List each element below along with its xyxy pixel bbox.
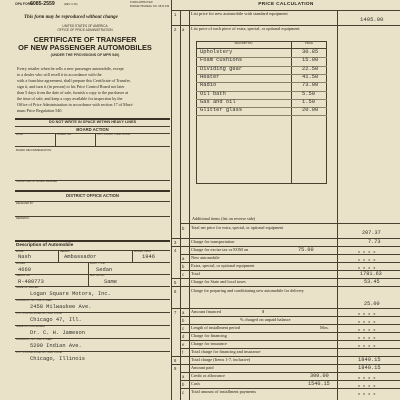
dealer-address-label: ADDRESS—NO. AND STREET: [16, 299, 53, 302]
line-9c-sub: c: [182, 390, 185, 395]
equipment-description: Oil bath: [200, 90, 226, 97]
line-4c-sub: c: [182, 272, 185, 277]
line-7b-label: % charged on unpaid balance: [240, 317, 291, 322]
body-type-value: Sedan: [96, 267, 113, 273]
line-7c-unit: Mos.: [320, 325, 329, 330]
line-9b-label: Cash: [191, 381, 200, 386]
line-4a-label: New automobile: [191, 255, 220, 260]
line-9a-sub: a: [182, 374, 185, 379]
line-8-value: 1840.15: [358, 357, 381, 363]
remarks-label: REMARKS:: [16, 217, 30, 220]
line-7a-dollar: $: [262, 309, 265, 314]
opa-form-label: OPA FORM: [15, 2, 33, 6]
budget-bureau: BUDGET BUREAU NO. 08-R 349: [130, 5, 170, 8]
line-7b-sub: b: [182, 318, 185, 323]
agency-line-1: UNITED STATES OF AMERICA: [62, 24, 108, 28]
equipment-description: Radio: [200, 82, 217, 89]
purchaser-name-value: Dr. C. H. Jameson: [30, 330, 85, 336]
instruction-line: than 5 days from the date of sale, furnish a copy to the purchaser at: [17, 90, 129, 95]
make-label: MAKE: [16, 250, 24, 253]
line-8-label: Total charge (Items 1-7, inclusive): [191, 357, 251, 362]
instruction-line: Office of Price Administration in accordance with section 17 of Maxi-: [17, 102, 134, 107]
serial-label: SERIAL NO.: [16, 274, 31, 277]
equipment-description: Glitter glass: [200, 107, 243, 114]
instructions: [17, 66, 167, 114]
masked-value: x x x x: [358, 391, 377, 396]
line-7e-sub: e: [182, 342, 185, 347]
purchaser-address-value: 5200 Indian Ave.: [30, 343, 82, 349]
motor-label: MOTOR NO.: [90, 274, 105, 277]
purchaser-city-label: CITY, POSTAL ZONE NO., AND STATE: [16, 351, 62, 354]
equipment-price: 41.50: [302, 73, 319, 80]
instruction-line: mum Price Regulation 540.: [17, 108, 63, 113]
line-4b-sub: b: [182, 264, 185, 269]
masked-value: x x x x: [358, 383, 377, 388]
line-4-amount: 75.00: [298, 247, 314, 253]
equipment-description: Dividing gear: [200, 65, 243, 72]
opa-form-rev: (REV. 6-45): [64, 3, 78, 6]
line-7c-label: Length of installment period: [191, 325, 241, 330]
equipment-description: Upholstery: [200, 49, 233, 55]
dealer-city-label: CITY, POSTAL ZONE NO., AND STATE: [16, 312, 62, 315]
masked-value: x x x x: [358, 311, 377, 316]
instruction-line: Every retailer when he sells a new passenger automobile, except: [17, 66, 124, 71]
received-by-label: RECEIVED BY: [16, 202, 34, 205]
line-7e-label: Charge for insurance: [191, 341, 227, 346]
signature-label: SIGNATURE OF BOARD MEMBER: [16, 180, 58, 183]
reproduced-notice: This form may be reproduced without change: [24, 15, 118, 20]
instruction-line: with a franchise agreement, shall prepare this Certificate of Transfer,: [17, 78, 131, 83]
masked-value: x x x x: [358, 319, 377, 324]
line-7f-label: Total charge for financing and insurance: [191, 349, 261, 354]
masked-value: x x x x: [358, 257, 377, 262]
line-7f-sub: f: [182, 350, 184, 355]
model-year-value: 1946: [142, 254, 155, 260]
series-label: SERIES: [60, 250, 70, 253]
line-1-no: 1: [174, 12, 177, 17]
dealer-city-value: Chicago 47, Ill.: [30, 317, 82, 323]
equipment-description: Heater: [200, 73, 220, 80]
equipment-price: 73.00: [302, 82, 319, 89]
line-4a-sub: a: [182, 256, 185, 261]
model-label: MODEL: [16, 262, 26, 265]
line-2b-sub: b: [182, 226, 185, 231]
series-value: Ambassador: [64, 254, 97, 260]
line-9-value: 1840.15: [358, 365, 381, 371]
masked-value: x x x x: [358, 375, 377, 380]
board-action-header: BOARD ACTION: [76, 126, 109, 132]
line-4-no: 4: [174, 248, 177, 253]
city-county-state-label: CITY, COUNTY, AND STATE: [97, 133, 131, 136]
row-rule: [196, 115, 327, 116]
title-line-1: CERTIFICATE OF TRANSFER: [33, 35, 137, 44]
line-9a-value: 300.00: [310, 373, 329, 379]
line-7d-sub: d: [182, 334, 185, 339]
price-calc-header: PRICE CALCULATION: [258, 2, 314, 7]
masked-value: x x x x: [358, 265, 377, 270]
motor-value: Same: [104, 279, 117, 285]
line-5-label: Charge for State and local taxes: [191, 279, 246, 284]
purchaser-city-value: Chicago, Illinois: [30, 356, 85, 362]
purchaser-name-label: NAME OF PURCHASER: [16, 325, 45, 328]
line-2-no: 2: [174, 27, 177, 32]
line-8-no: 8: [174, 358, 177, 363]
line-5-value: 53.45: [364, 279, 380, 285]
line-5-no: 5: [174, 280, 177, 285]
equipment-price: 20.00: [302, 107, 319, 114]
line-4c-value: 1781.63: [360, 271, 382, 277]
form-approved: FORM APPROVED: [130, 1, 153, 4]
line-3-label: Charge for transportation: [191, 239, 235, 244]
model-year-label: MODEL YEAR: [134, 250, 151, 253]
line-3-value: 7.73: [368, 239, 381, 245]
serial-value: R-480773: [18, 279, 44, 285]
equipment-price: 1.50: [302, 98, 315, 105]
description-header: Description of Automobile: [16, 242, 74, 247]
line-2b-value: 207.37: [362, 230, 381, 236]
line-4-label: Charge for excise tax or EOM on: [191, 247, 249, 252]
line-2b-label: Total net price for extra, special, or optional equipment: [191, 225, 284, 230]
col-description: DESCRIPTION: [234, 42, 253, 45]
equipment-price: 5.50: [302, 90, 315, 97]
masked-value: x x x x: [358, 327, 377, 332]
masked-value: x x x x: [358, 249, 377, 254]
line-7d-label: Charge for financing: [191, 333, 227, 338]
instruction-line: the time of sale, and keep a copy available for inspection by the: [17, 96, 123, 101]
instruction-line: to a dealer who will resell it in accordance with the: [17, 72, 102, 77]
line-9a-label: Credit or allowance: [191, 373, 225, 378]
make-value: Nash: [18, 254, 31, 260]
col-price: PRICE: [305, 42, 313, 45]
line-9c-label: Total amount of installment payments: [191, 389, 257, 394]
line-3-no: 3: [174, 240, 177, 245]
line-1-label: List price for new automobile with standard equipment: [191, 11, 288, 16]
line-4b-label: Extra, special, or optional equipment: [191, 263, 255, 268]
equipment-description: Gas and oil: [200, 98, 236, 105]
district-action-header: DISTRICT OFFICE ACTION: [66, 193, 119, 198]
line-2-label: List price of each piece of extra, special, or optional equipment: [191, 26, 300, 31]
line-7a-label: Amount financed: [191, 309, 221, 314]
masked-value: x x x x: [358, 343, 377, 348]
board-no-label: BOARD NO.: [57, 133, 72, 136]
instruction-line: sign it, and turn it (in person) to his Price Control Board not later: [17, 84, 125, 89]
line-4c-label: Total: [191, 271, 200, 276]
line-9-no: 9: [174, 366, 177, 371]
line-7-no: 7: [174, 310, 177, 315]
line-6-label: Charge for preparing and conditioning new automobile for delivery: [191, 288, 304, 293]
line-7a-sub: a: [182, 310, 185, 315]
line-2a-sub: a: [182, 27, 185, 32]
equipment-price: 30.85: [302, 49, 319, 55]
title-line-2: OF NEW PASSENGER AUTOMOBILES: [18, 43, 152, 52]
line-1-value: 1405.00: [360, 16, 384, 23]
line-6-value: 25.00: [364, 301, 380, 307]
heavy-line: [15, 190, 170, 192]
equipment-price: 15.00: [302, 57, 319, 64]
line-9b-sub: b: [182, 382, 185, 387]
board-recommendation-label: BOARD RECOMMENDATION:: [16, 149, 52, 152]
dealer-address-value: 2458 Milwaukee Ave.: [30, 304, 92, 310]
equipment-price: 22.50: [302, 65, 319, 72]
line-7c-sub: c: [182, 326, 185, 331]
model-value: 4660: [18, 267, 31, 273]
line-9b-value: 1540.15: [308, 381, 330, 387]
purchaser-address-label: ADDRESS—NO. AND STREET: [16, 338, 53, 341]
line-9-label: Amount paid: [191, 365, 214, 370]
do-not-write-notice: DO NOT WRITE IN SPACE WITHIN HEAVY LINES: [48, 120, 137, 124]
equipment-description: Foam cushions: [200, 57, 243, 64]
body-type-label: BODY TYPE: [90, 262, 105, 265]
dealer-name-value: Logan Square Motors, Inc.: [30, 291, 111, 297]
agency-line-2: OFFICE OF PRICE ADMINISTRATION: [57, 28, 113, 32]
masked-value: x x x x: [358, 335, 377, 340]
additional-items-label: Additional items (list on reverse side): [192, 216, 256, 221]
title-line-3: (UNDER THE PROVISIONS OF MPR 540): [50, 53, 120, 57]
opa-form-number: 6085-2559: [30, 1, 55, 7]
dealer-name-label: NAME OF SELLER: [16, 286, 39, 289]
date-label: DATE: [16, 133, 23, 136]
line-6-no: 6: [174, 289, 177, 294]
